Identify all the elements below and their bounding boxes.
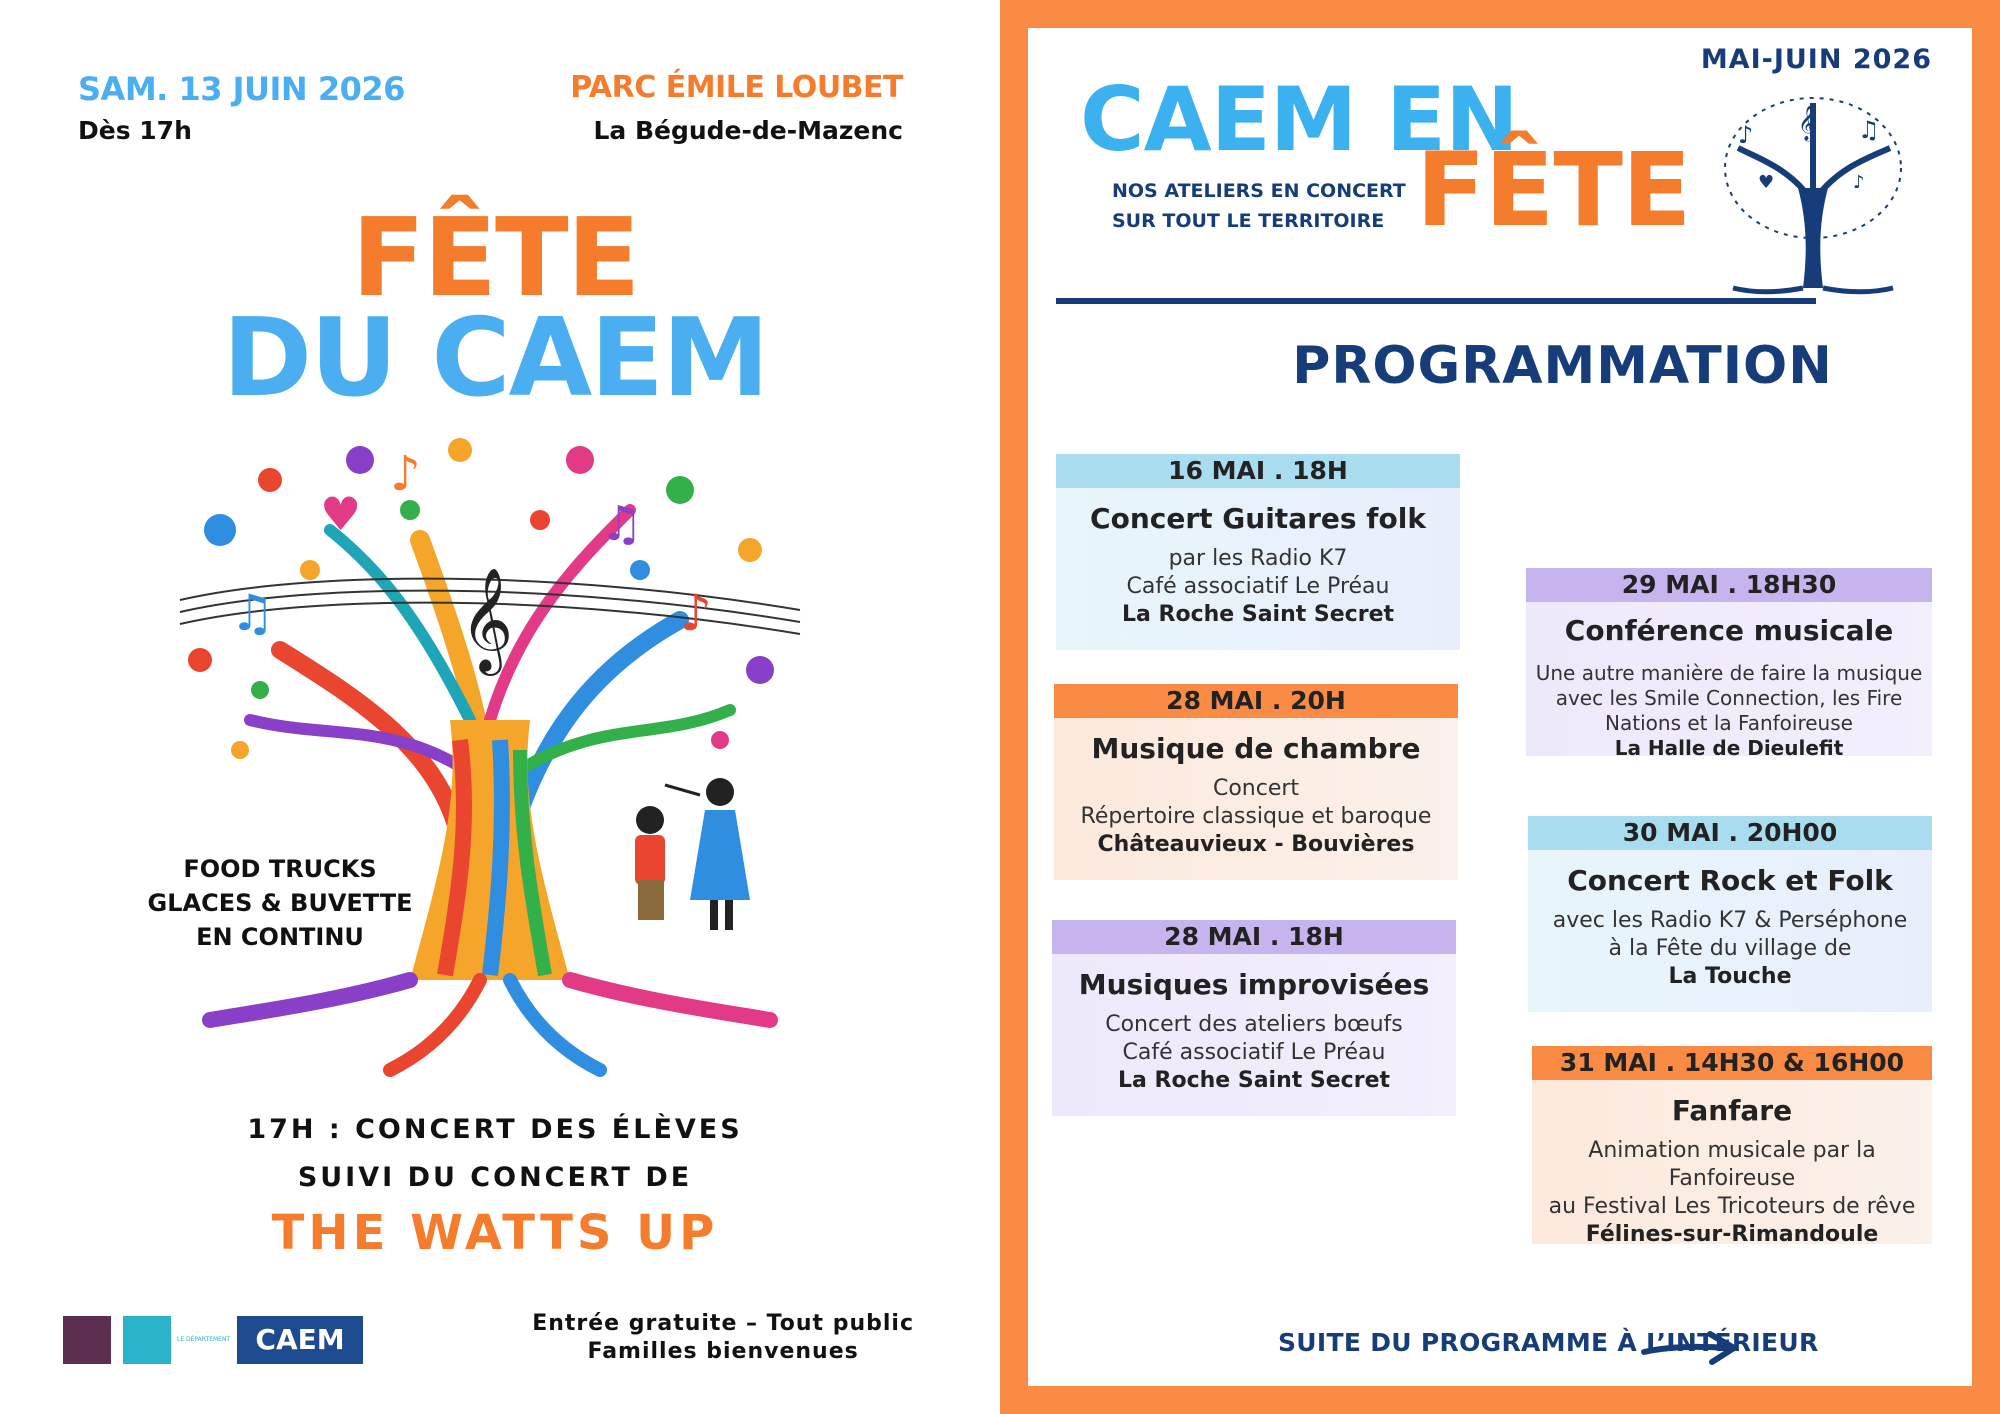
tagline-line: SUR TOUT LE TERRITOIRE xyxy=(1112,210,1385,232)
food-line: GLACES & BUVETTE xyxy=(147,889,413,917)
event-detail: Café associatif Le Préau xyxy=(1126,574,1390,599)
event-detail: à la Fête du village de xyxy=(1608,936,1852,961)
event-body xyxy=(1054,718,1458,880)
event-detail: par les Radio K7 xyxy=(1168,546,1348,571)
food-line: FOOD TRUCKS xyxy=(183,855,377,883)
event-body xyxy=(1528,850,1932,1012)
event-card xyxy=(1052,920,1456,1116)
tagline-line: NOS ATELIERS EN CONCERT xyxy=(1112,180,1406,202)
event-time: Dès 17h xyxy=(78,116,192,145)
event-detail: Café associatif Le Préau xyxy=(1122,1040,1386,1065)
musicians-illustration xyxy=(635,778,750,930)
event-title: Musique de chambre xyxy=(1091,732,1421,765)
event-detail: avec les Radio K7 & Perséphone xyxy=(1552,908,1908,933)
event-detail: Répertoire classique et baroque xyxy=(1080,804,1432,829)
section-title: PROGRAMMATION xyxy=(1292,336,1833,396)
event-location: La Touche xyxy=(1668,964,1792,989)
event-card xyxy=(1526,568,1932,760)
svg-text:♪: ♪ xyxy=(390,446,421,502)
colorful-tree-illustration xyxy=(160,420,820,1080)
entry-line: Familles bienvenues xyxy=(587,1339,859,1364)
event-place: PARC ÉMILE LOUBET xyxy=(570,70,903,105)
departement-label: LE DÉPARTEMENT xyxy=(177,1336,231,1343)
event-location: Châteauvieux - Bouvières xyxy=(1097,832,1415,857)
event-title: Concert Rock et Folk xyxy=(1567,864,1893,897)
program-sheet xyxy=(1028,28,1972,1386)
event-detail: Concert xyxy=(1212,776,1300,801)
event-date: SAM. 13 JUIN 2026 xyxy=(78,70,405,108)
svg-text:♫: ♫ xyxy=(600,496,644,552)
main-title-line1: FÊTE xyxy=(351,196,639,321)
la-drome-logo xyxy=(123,1316,171,1364)
event-detail: au Festival Les Tricoteurs de rêve xyxy=(1548,1194,1916,1219)
event-detail: Nations et la Fanfoireuse xyxy=(1605,711,1853,735)
event-card xyxy=(1528,816,1932,1012)
main-title-line2: DU CAEM xyxy=(222,296,768,421)
event-detail: Une autre manière de faire la musique xyxy=(1535,661,1923,685)
event-card xyxy=(1054,684,1458,880)
event-detail: Animation musicale par la Fanfoireuse xyxy=(1588,1138,1876,1191)
caem-logo: CAEM xyxy=(237,1316,363,1364)
event-date: 29 MAI . 18H30 xyxy=(1526,568,1932,602)
food-line: EN CONTINU xyxy=(196,923,364,951)
entry-info xyxy=(532,1310,914,1366)
event-title: Conférence musicale xyxy=(1564,614,1894,647)
event-date: 31 MAI . 14H30 & 16H00 xyxy=(1532,1046,1932,1080)
event-date: 16 MAI . 18H xyxy=(1056,454,1460,488)
event-date: 28 MAI . 18H xyxy=(1052,920,1456,954)
event-body xyxy=(1526,602,1932,760)
event-detail: Concert des ateliers bœufs xyxy=(1105,1012,1403,1037)
event-date: 30 MAI . 20H00 xyxy=(1528,816,1932,850)
svg-text:♫: ♫ xyxy=(230,584,275,642)
svg-text:♥: ♥ xyxy=(320,487,362,541)
entry-line: Entrée gratuite – Tout public xyxy=(532,1311,914,1336)
continued-inside-link[interactable]: SUITE DU PROGRAMME À L’INTÉRIEUR xyxy=(1278,1328,1819,1357)
event-body xyxy=(1052,954,1456,1116)
event-card xyxy=(1532,1046,1932,1247)
svg-text:𝄞: 𝄞 xyxy=(460,567,514,672)
svg-text:♪: ♪ xyxy=(1738,121,1754,149)
event-title: Musiques improvisées xyxy=(1078,968,1430,1001)
svg-text:♪: ♪ xyxy=(680,584,712,642)
tagline xyxy=(1112,176,1406,236)
event-location: La Roche Saint Secret xyxy=(1117,1068,1391,1093)
event-card xyxy=(1056,454,1460,650)
event-location: La Halle de Dieulefit xyxy=(1614,736,1844,760)
arrow-right-icon[interactable] xyxy=(1640,1328,1740,1368)
title-fete: FÊTE xyxy=(1416,131,1691,250)
svg-text:♪: ♪ xyxy=(1853,172,1865,193)
svg-text:𝄞: 𝄞 xyxy=(1798,106,1816,141)
svg-text:♫: ♫ xyxy=(1858,116,1880,144)
period-label: MAI-JUIN 2026 xyxy=(1700,44,1932,75)
event-date: 28 MAI . 20H xyxy=(1054,684,1458,718)
event-title: Fanfare xyxy=(1671,1094,1793,1127)
right-panel xyxy=(1000,0,2000,1414)
partner-logo-1 xyxy=(63,1316,111,1364)
event-body xyxy=(1532,1080,1932,1247)
concert-line-2: SUIVI DU CONCERT DE xyxy=(297,1162,693,1193)
event-body xyxy=(1056,488,1460,650)
tree-logo-icon xyxy=(1718,88,1908,298)
event-detail: avec les Smile Connection, les Fire xyxy=(1555,686,1903,710)
headliner: THE WATTS UP xyxy=(271,1205,719,1261)
header-rule xyxy=(1056,298,1816,304)
event-location: Félines-sur-Rimandoule xyxy=(1585,1222,1879,1247)
event-title: Concert Guitares folk xyxy=(1090,502,1426,535)
event-location: La Roche Saint Secret xyxy=(1121,602,1395,627)
svg-text:♥: ♥ xyxy=(1758,172,1775,193)
event-town: La Bégude-de-Mazenc xyxy=(593,116,903,145)
food-info xyxy=(130,852,430,954)
title-caem-en: CAEM EN xyxy=(1080,68,1518,171)
concert-line-1: 17H : CONCERT DES ÉLÈVES xyxy=(247,1114,743,1145)
